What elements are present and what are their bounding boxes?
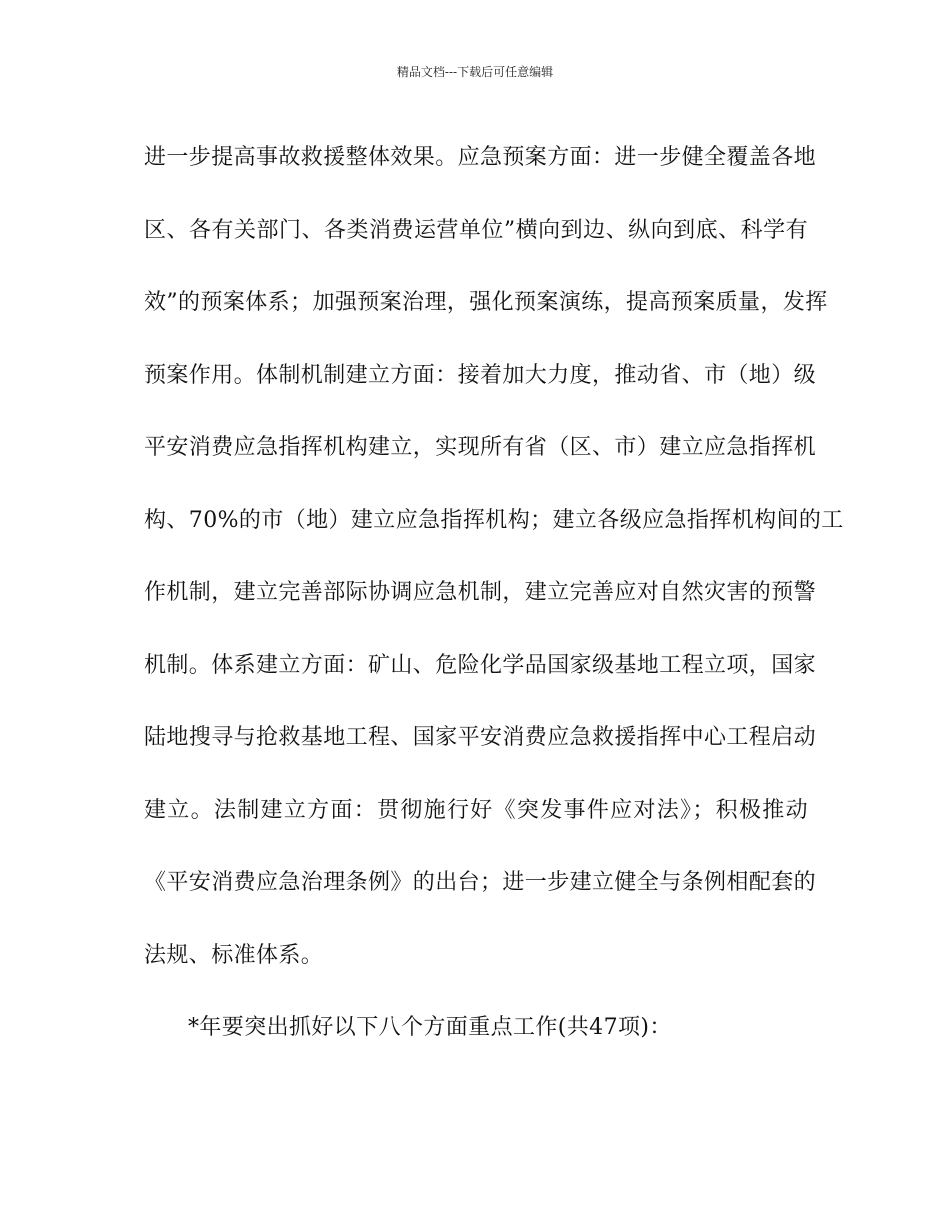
section-intro-line: *年要突出抓好以下八个方面重点工作(共47项)： [188,1015,672,1040]
paragraph-line: 建立。法制建立方面：贯彻施行好《突发事件应对法》；积极推动 [144,797,808,823]
document-body [144,134,844,1077]
paragraph-line: 构、70%的市（地）建立应急指挥机构；建立各级应急指挥机构间的工 [144,507,844,533]
paragraph-line: 预案作用。体制机制建立方面：接着加大力度，推动省、市（地）级 [144,362,817,388]
paragraph-line: 进一步提高事故救援整体效果。应急预案方面：进一步健全覆盖各地 [144,145,817,170]
paragraph-line: 平安消费应急指挥机构建立，实现所有省（区、市）建立应急指挥机 [144,435,817,460]
paragraph-line: 区、各有关部门、各类消费运营单位”横向到边、纵向到底、科学有 [144,217,808,243]
paragraph-line: 《平安消费应急治理条例》的出台；进一步建立健全与条例相配套的 [144,870,817,895]
paragraph-line: 作机制，建立完善部际协调应急机制，建立完善应对自然灾害的预警 [144,580,817,605]
paragraph-line: 机制。体系建立方面：矿山、危险化学品国家级基地工程立项，国家 [144,652,817,678]
paragraph-line-last: 法规、标准体系。 [144,942,324,968]
page-header: 精品文档---下载后可任意编辑 [396,65,554,79]
paragraph-line: 陆地搜寻与抢救基地工程、国家平安消费应急救援指挥中心工程启动 [144,725,817,750]
paragraph-line: 效”的预案体系；加强预案治理，强化预案演练，提高预案质量，发挥 [144,290,828,315]
